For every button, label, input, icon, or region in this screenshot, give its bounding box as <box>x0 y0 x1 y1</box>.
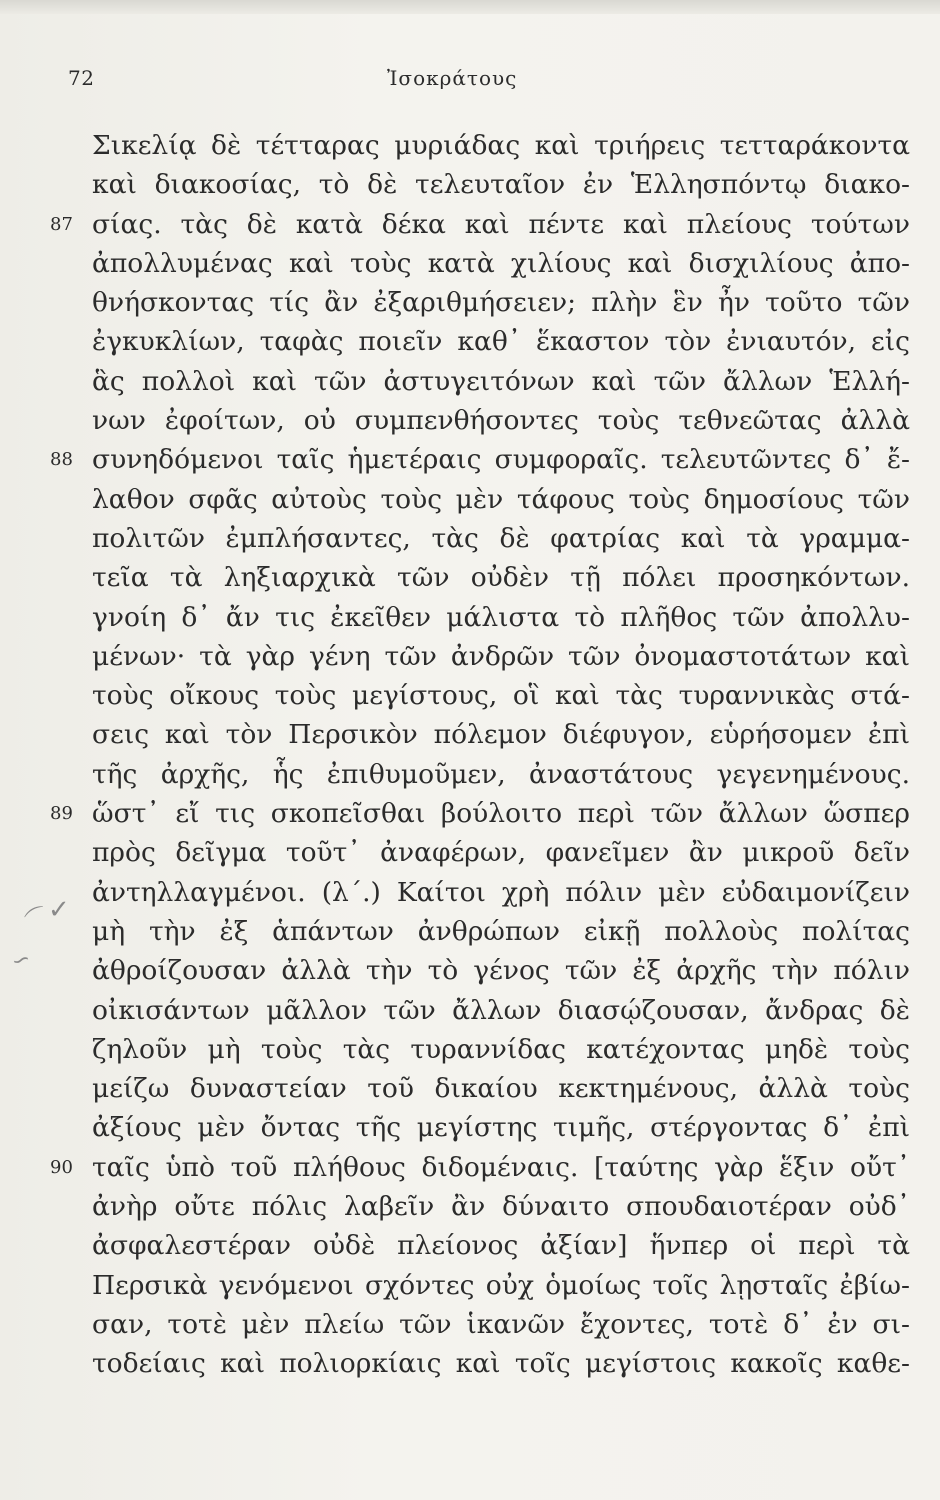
pencil-mark-icon: ∽ <box>8 945 35 976</box>
text-line <box>92 322 910 361</box>
text-line <box>92 362 910 401</box>
text-line <box>92 165 910 204</box>
line-text: νων ἐφοίτων, οὐ συμπενθήσοντες τοὺς τεθνεῶτας ἀλλὰ <box>92 405 910 437</box>
text-line <box>92 1069 910 1108</box>
text-line <box>92 755 910 794</box>
line-text: τεῖα τὰ ληξιαρχικὰ τῶν οὐδὲν τῇ πόλει προσηκόντων. <box>92 562 910 594</box>
line-text: Σικελίᾳ δὲ τέτταρας μυριάδας καὶ τριήρεις τετταράκοντα <box>92 130 910 161</box>
text-line <box>50 440 910 479</box>
line-text: ταῖς ὑπὸ τοῦ πλήθους διδομέναις. [ταύτης γὰρ ἕξιν οὔτ᾽ <box>92 1151 910 1183</box>
text-line <box>50 794 910 833</box>
main-text <box>50 126 910 1384</box>
line-text: μὴ τὴν ἐξ ἁπάντων ἀνθρώπων εἰκῇ πολλοὺς πολίτας <box>92 915 910 947</box>
line-text: ἀθροίζουσαν ἀλλὰ τὴν τὸ γένος τῶν ἐξ ἀρχῆς τὴν πόλιν <box>92 955 910 987</box>
text-line <box>92 1030 910 1069</box>
text-line <box>92 401 910 440</box>
text-line <box>92 1226 910 1265</box>
text-line <box>92 126 910 165</box>
line-text: λαθον σφᾶς αὐτοὺς τοὺς μὲν τάφους τοὺς δημοσίους τῶν <box>92 483 910 515</box>
line-text: μείζω δυναστείαν τοῦ δικαίου κεκτημένους, ἀλλὰ τοὺς <box>92 1073 910 1105</box>
text-line <box>92 873 910 912</box>
line-text: ἀντηλλαγμένοι. (λ΄.) Καίτοι χρὴ πόλιν μὲν εὐδαιμονίζειν <box>92 876 910 908</box>
line-text: πολιτῶν ἐμπλήσαντες, τὰς δὲ φατρίας καὶ τὰ γραμμα- <box>92 522 910 554</box>
line-text: τῆς ἀρχῆς, ἧς ἐπιθυμοῦμεν, ἀναστάτους γεγενημένους. <box>92 758 910 790</box>
line-text: οἰκισάντων μᾶλλον τῶν ἄλλων διασῴζουσαν, ἄνδρας δὲ <box>92 994 910 1026</box>
line-text: μένων· τὰ γὰρ γένη τῶν ἀνδρῶν τῶν ὀνομαστοτάτων καὶ <box>92 640 910 672</box>
text-line <box>50 205 910 244</box>
text-line <box>92 833 910 872</box>
text-line <box>92 480 910 519</box>
text-line <box>92 244 910 283</box>
line-text: καὶ διακοσίας, τὸ δὲ τελευταῖον ἐν Ἑλλησπόντῳ διακο- <box>92 169 910 201</box>
line-text: Περσικὰ γενόμενοι σχόντες οὐχ ὁμοίως τοῖς λῃσταῖς ἐβίω- <box>92 1269 910 1301</box>
text-line <box>92 912 910 951</box>
line-text: ἀσφαλεστέραν οὐδὲ πλείονος ἀξίαν] ἥνπερ οἱ περὶ τὰ <box>92 1230 910 1262</box>
text-line <box>50 1148 910 1187</box>
line-text: ἀπολλυμένας καὶ τοὺς κατὰ χιλίους καὶ δισχιλίους ἀπο- <box>92 247 910 279</box>
text-line <box>92 598 910 637</box>
section-number: 90 <box>50 1156 73 1178</box>
text-line <box>92 1187 910 1226</box>
text-line <box>92 951 910 990</box>
pencil-check-icon: ✓ <box>48 895 70 925</box>
line-text: ἃς πολλοὶ καὶ τῶν ἀστυγειτόνων καὶ τῶν ἄλλων Ἑλλή- <box>92 365 910 397</box>
line-text: ζηλοῦν μὴ τοὺς τὰς τυραννίδας κατέχοντας μηδὲ τοὺς <box>92 1033 910 1065</box>
pencil-mark-icon: ⌒ <box>22 902 54 936</box>
line-text: ὥστ᾽ εἴ τις σκοπεῖσθαι βούλοιτο περὶ τῶν ἄλλων ὥσπερ <box>92 798 910 830</box>
section-number: 89 <box>50 803 73 825</box>
line-text: σίας. τὰς δὲ κατὰ δέκα καὶ πέντε καὶ πλείους τούτων <box>92 208 910 240</box>
line-text: θνήσκοντας τίς ἂν ἐξαριθμήσειεν; πλὴν ἓν ἦν τοῦτο τῶν <box>92 287 910 319</box>
line-text: πρὸς δεῖγμα τοῦτ᾽ ἀναφέρων, φανεῖμεν ἂν μικροῦ δεῖν <box>92 837 910 869</box>
text-line <box>92 991 910 1030</box>
page-number: 72 <box>68 66 95 90</box>
text-line <box>92 283 910 322</box>
line-text: σαν, τοτὲ μὲν πλείω τῶν ἱκανῶν ἔχοντες, τοτὲ δ᾽ ἐν σι- <box>92 1308 910 1340</box>
section-number: 87 <box>50 213 73 235</box>
text-line <box>92 1108 910 1147</box>
line-text: τοὺς οἴκους τοὺς μεγίστους, οἳ καὶ τὰς τυραννικὰς στά- <box>92 680 910 712</box>
line-text: ἀνὴρ οὔτε πόλις λαβεῖν ἂν δύναιτο σπουδαιοτέραν οὐδ᾽ <box>92 1191 910 1223</box>
text-line <box>92 558 910 597</box>
running-head: Ἰσοκράτους <box>387 66 518 90</box>
page-header <box>0 66 940 96</box>
line-text: ἀξίους μὲν ὄντας τῆς μεγίστης τιμῆς, στέργοντας δ᾽ ἐπὶ <box>92 1112 910 1144</box>
line-text: σεις καὶ τὸν Περσικὸν πόλεμον διέφυγον, εὑρήσομεν ἐπὶ <box>92 719 910 751</box>
text-line <box>92 519 910 558</box>
page-top-edge <box>0 0 940 14</box>
line-text: γνοίη δ᾽ ἄν τις ἐκεῖθεν μάλιστα τὸ πλῆθος τῶν ἀπολλυ- <box>92 601 910 633</box>
text-line <box>92 1266 910 1305</box>
section-number: 88 <box>50 449 73 471</box>
line-text: συνηδόμενοι ταῖς ἡμετέραις συμφοραῖς. τελευτῶντες δ᾽ ἔ- <box>92 444 910 476</box>
line-text: ἐγκυκλίων, ταφὰς ποιεῖν καθ᾽ ἕκαστον τὸν ἐνιαυτόν, εἰς <box>92 326 910 358</box>
text-line <box>92 676 910 715</box>
text-line <box>92 1305 910 1344</box>
text-line <box>92 715 910 754</box>
line-text: τοδείαις καὶ πολιορκίαις καὶ τοῖς μεγίστοις κακοῖς καθε- <box>92 1348 910 1380</box>
text-line <box>92 637 910 676</box>
text-line <box>92 1344 910 1383</box>
